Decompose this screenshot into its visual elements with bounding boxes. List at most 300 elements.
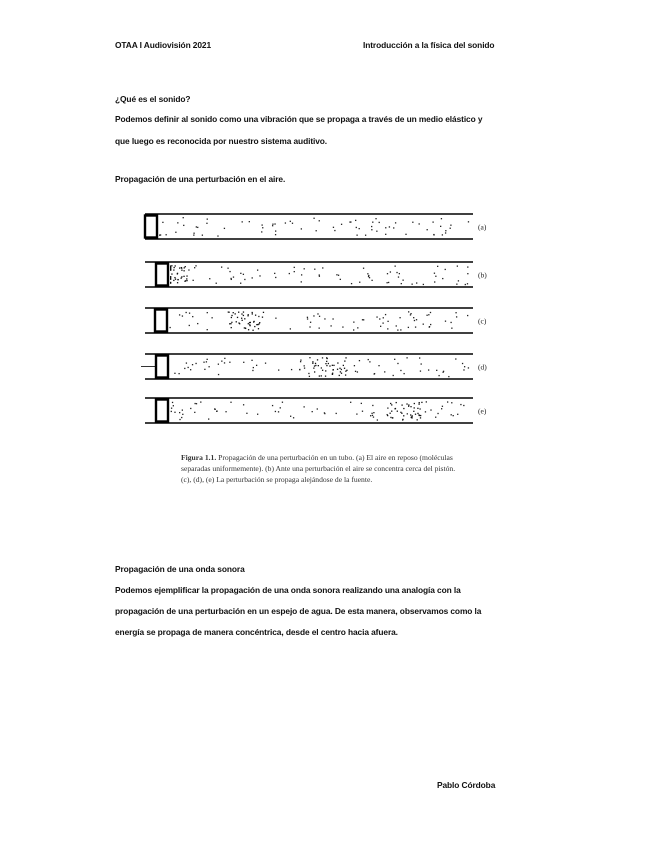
tube-propagation-figure	[125, 205, 495, 430]
compressed-molecule	[175, 279, 176, 280]
air-molecule	[350, 402, 351, 403]
air-molecule	[372, 405, 373, 406]
air-molecule	[467, 266, 468, 267]
air-molecule	[463, 405, 464, 406]
air-molecule	[171, 408, 172, 409]
compressed-molecule	[328, 363, 329, 364]
air-molecule	[433, 234, 434, 235]
air-molecule	[275, 234, 276, 235]
tube-label: (b)	[478, 270, 487, 280]
air-molecule	[330, 325, 331, 326]
air-molecule	[172, 402, 173, 403]
air-molecule	[430, 409, 431, 410]
compressed-molecule	[333, 369, 334, 370]
air-molecule	[402, 280, 403, 281]
air-molecule	[405, 234, 406, 235]
air-molecule	[262, 227, 263, 228]
air-molecule	[407, 413, 408, 414]
compressed-molecule	[341, 373, 342, 374]
air-molecule	[300, 359, 301, 360]
air-molecule	[166, 234, 167, 235]
compressed-molecule	[236, 321, 237, 322]
air-molecule	[216, 283, 217, 284]
compressed-molecule	[170, 265, 171, 266]
air-molecule	[304, 367, 305, 368]
air-molecule	[275, 230, 276, 231]
air-molecule	[368, 359, 369, 360]
air-molecule	[399, 273, 400, 274]
air-molecule	[182, 409, 183, 410]
air-molecule	[215, 409, 216, 410]
compressed-molecule	[255, 315, 256, 316]
compressed-molecule	[318, 365, 319, 366]
air-molecule	[385, 227, 386, 228]
air-molecule	[363, 319, 364, 320]
air-molecule	[196, 403, 197, 404]
air-molecule	[441, 218, 442, 219]
air-molecule	[359, 282, 360, 283]
air-molecule	[419, 223, 420, 224]
air-molecule	[272, 405, 273, 406]
air-molecule	[183, 217, 184, 218]
air-molecule	[370, 415, 371, 416]
air-molecule	[175, 232, 176, 233]
air-molecule	[208, 418, 209, 419]
compressed-molecule	[181, 278, 182, 279]
air-molecule	[426, 401, 427, 402]
air-molecule	[195, 265, 196, 266]
air-molecule	[423, 284, 424, 285]
air-molecule	[231, 322, 232, 323]
air-molecule	[363, 268, 364, 269]
compressed-molecule	[319, 375, 320, 376]
compressed-molecule	[411, 416, 412, 417]
air-molecule	[171, 265, 172, 266]
air-molecule	[448, 376, 449, 377]
compressed-molecule	[241, 318, 242, 319]
air-molecule	[437, 266, 438, 267]
air-molecule	[442, 278, 443, 279]
air-molecule	[173, 405, 174, 406]
compressed-molecule	[262, 317, 263, 318]
air-molecule	[385, 234, 386, 235]
compressed-molecule	[339, 368, 340, 369]
compressed-molecule	[252, 312, 253, 313]
air-molecule	[309, 326, 310, 327]
compressed-molecule	[417, 419, 418, 420]
air-molecule	[313, 315, 314, 316]
air-molecule	[398, 276, 399, 277]
air-molecule	[387, 328, 388, 329]
compressed-molecule	[235, 313, 236, 314]
compressed-molecule	[181, 270, 182, 271]
compressed-molecule	[174, 277, 175, 278]
air-molecule	[207, 312, 208, 313]
air-molecule	[445, 232, 446, 233]
air-molecule	[354, 365, 355, 366]
air-molecule	[376, 231, 377, 232]
air-molecule	[362, 411, 363, 412]
air-molecule	[314, 269, 315, 270]
air-molecule	[451, 328, 452, 329]
piston	[156, 264, 168, 286]
air-molecule	[304, 365, 305, 366]
air-molecule	[451, 414, 452, 415]
air-molecule	[316, 230, 317, 231]
air-molecule	[192, 364, 193, 365]
air-molecule	[294, 271, 295, 272]
air-molecule	[369, 277, 370, 278]
air-molecule	[419, 408, 420, 409]
air-molecule	[293, 417, 294, 418]
air-molecule	[464, 366, 465, 367]
compressed-molecule	[413, 411, 414, 412]
air-molecule	[389, 226, 390, 227]
air-molecule	[321, 367, 322, 368]
compressed-molecule	[414, 403, 415, 404]
air-molecule	[419, 357, 420, 358]
air-molecule	[228, 311, 229, 312]
compressed-molecule	[186, 278, 187, 279]
air-molecule	[451, 402, 452, 403]
compressed-molecule	[233, 312, 234, 313]
air-molecule	[317, 408, 318, 409]
compressed-molecule	[170, 276, 171, 277]
air-molecule	[455, 312, 456, 313]
compressed-molecule	[230, 323, 231, 324]
compressed-molecule	[396, 402, 397, 403]
compressed-molecule	[332, 373, 333, 374]
air-molecule	[365, 235, 366, 236]
compressed-molecule	[245, 327, 246, 328]
compressed-molecule	[184, 281, 185, 282]
air-molecule	[411, 284, 412, 285]
air-molecule	[307, 317, 308, 318]
compressed-molecule	[170, 282, 171, 283]
piston	[145, 216, 157, 238]
air-molecule	[193, 280, 194, 281]
compressed-molecule	[238, 312, 239, 313]
air-molecule	[189, 313, 190, 314]
caption-text: Propagación de una perturbación en un tubo. (a) El aire en reposo (moléculas separadas uniformemente). (b) Ante una perturbación el aire se concentra cerca del pistón. (c), (d), (e) La perturbación se propaga alejándose de la fuente.	[181, 453, 456, 484]
air-molecule	[437, 413, 438, 414]
compressed-molecule	[231, 315, 232, 316]
compressed-molecule	[332, 365, 333, 366]
air-molecule	[178, 373, 179, 374]
section-heading-sound: ¿Qué es el sonido?	[115, 94, 191, 104]
air-molecule	[410, 314, 411, 315]
air-molecule	[160, 234, 161, 235]
air-molecule	[322, 357, 323, 358]
air-molecule	[252, 277, 253, 278]
compressed-molecule	[340, 371, 341, 372]
air-molecule	[379, 222, 380, 223]
air-molecule	[207, 329, 208, 330]
compressed-molecule	[258, 328, 259, 329]
air-molecule	[275, 318, 276, 319]
air-molecule	[368, 276, 369, 277]
piston	[155, 310, 167, 332]
air-molecule	[436, 370, 437, 371]
compressed-molecule	[231, 317, 232, 318]
air-molecule	[319, 327, 320, 328]
air-molecule	[396, 325, 397, 326]
paragraph-line: propagación de una perturbación en un espejo de agua. De esta manera, observamos como la	[115, 606, 482, 616]
air-molecule	[195, 363, 196, 364]
paragraph-line: energía se propaga de manera concéntrica, desde el centro hacia afuera.	[115, 627, 398, 637]
air-molecule	[197, 227, 198, 228]
air-molecule	[261, 224, 262, 225]
compressed-molecule	[418, 404, 419, 405]
air-molecule	[371, 413, 372, 414]
air-molecule	[338, 275, 339, 276]
compressed-molecule	[401, 413, 402, 414]
air-molecule	[340, 279, 341, 280]
air-molecule	[416, 282, 417, 283]
air-molecule	[278, 369, 279, 370]
air-molecule	[467, 273, 468, 274]
compressed-molecule	[312, 363, 313, 364]
air-molecule	[450, 322, 451, 323]
air-molecule	[350, 221, 351, 222]
tube-label: (e)	[478, 406, 487, 416]
air-molecule	[229, 362, 230, 363]
air-molecule	[438, 375, 439, 376]
compressed-molecule	[317, 359, 318, 360]
air-molecule	[336, 413, 337, 414]
compressed-molecule	[326, 365, 327, 366]
air-molecule	[387, 321, 388, 322]
compressed-molecule	[325, 363, 326, 364]
compressed-molecule	[410, 414, 411, 415]
air-molecule	[467, 315, 468, 316]
compressed-molecule	[391, 411, 392, 412]
compressed-molecule	[403, 415, 404, 416]
air-molecule	[443, 371, 444, 372]
compressed-molecule	[325, 375, 326, 376]
air-molecule	[181, 417, 182, 418]
compressed-molecule	[321, 375, 322, 376]
air-molecule	[188, 269, 189, 270]
air-molecule	[351, 283, 352, 284]
air-molecule	[357, 327, 358, 328]
air-molecule	[373, 416, 374, 417]
compressed-molecule	[242, 320, 243, 321]
air-molecule	[332, 318, 333, 319]
air-molecule	[401, 283, 402, 284]
compressed-molecule	[237, 317, 238, 318]
tube-label: (d)	[478, 362, 487, 372]
paragraph-line: que luego es reconocida por nuestro sistema auditivo.	[115, 136, 328, 146]
air-molecule	[412, 222, 413, 223]
compressed-molecule	[256, 324, 257, 325]
air-molecule	[253, 367, 254, 368]
air-molecule	[299, 369, 300, 370]
compressed-molecule	[186, 280, 187, 281]
compressed-molecule	[184, 267, 185, 268]
air-molecule	[393, 227, 394, 228]
compressed-molecule	[257, 324, 258, 325]
figure-caption	[181, 452, 461, 485]
air-molecule	[380, 326, 381, 327]
air-molecule	[375, 218, 376, 219]
air-molecule	[187, 367, 188, 368]
air-molecule	[282, 402, 283, 403]
air-molecule	[290, 221, 291, 222]
air-molecule	[243, 274, 244, 275]
air-molecule	[388, 282, 389, 283]
air-molecule	[453, 415, 454, 416]
air-molecule	[193, 233, 194, 234]
compressed-molecule	[247, 315, 248, 316]
compressed-molecule	[174, 267, 175, 268]
paragraph-line: Podemos definir al sonido como una vibración que se propaga a través de un medio elástico y	[115, 114, 483, 124]
air-molecule	[421, 363, 422, 364]
tube-label: (a)	[478, 222, 487, 232]
compressed-molecule	[170, 267, 171, 268]
air-molecule	[319, 316, 320, 317]
compressed-molecule	[389, 413, 390, 414]
air-molecule	[355, 371, 356, 372]
air-molecule	[209, 278, 210, 279]
air-molecule	[289, 273, 290, 274]
air-molecule	[230, 278, 231, 279]
compressed-molecule	[417, 408, 418, 409]
compressed-molecule	[420, 415, 421, 416]
compressed-molecule	[259, 322, 260, 323]
air-molecule	[265, 363, 266, 364]
paragraph-line: Podemos ejemplificar la propagación de una onda sonora realizando una analogía con la	[115, 585, 461, 595]
air-molecule	[204, 369, 205, 370]
compressed-molecule	[253, 321, 254, 322]
air-molecule	[308, 373, 309, 374]
air-molecule	[301, 281, 302, 282]
compressed-molecule	[186, 275, 187, 276]
air-molecule	[442, 406, 443, 407]
air-molecule	[447, 401, 448, 402]
air-molecule	[399, 317, 400, 318]
compressed-molecule	[397, 411, 398, 412]
air-molecule	[203, 362, 204, 363]
air-molecule	[317, 313, 318, 314]
caption-label: Figura 1.1.	[181, 453, 217, 462]
air-molecule	[415, 326, 416, 327]
air-molecule	[185, 312, 186, 313]
air-molecule	[378, 365, 379, 366]
air-molecule	[224, 228, 225, 229]
compressed-molecule	[417, 413, 418, 414]
air-molecule	[342, 326, 343, 327]
air-molecule	[356, 227, 357, 228]
air-molecule	[458, 280, 459, 281]
air-molecule	[441, 408, 442, 409]
air-molecule	[227, 268, 228, 269]
compressed-molecule	[390, 403, 391, 404]
section-heading-wave: Propagación de una onda sonora	[115, 564, 245, 574]
compressed-molecule	[241, 313, 242, 314]
compressed-molecule	[333, 365, 334, 366]
compressed-molecule	[173, 269, 174, 270]
air-molecule	[182, 414, 183, 415]
air-molecule	[202, 235, 203, 236]
air-molecule	[280, 407, 281, 408]
compressed-molecule	[252, 330, 253, 331]
air-molecule	[313, 218, 314, 219]
air-molecule	[259, 275, 260, 276]
compressed-molecule	[343, 365, 344, 366]
air-molecule	[440, 226, 441, 227]
air-molecule	[300, 361, 301, 362]
air-molecule	[275, 277, 276, 278]
air-molecule	[307, 318, 308, 319]
air-molecule	[206, 223, 207, 224]
air-molecule	[275, 411, 276, 412]
compressed-molecule	[346, 370, 347, 371]
compressed-molecule	[329, 365, 330, 366]
air-molecule	[217, 235, 218, 236]
air-molecule	[174, 373, 175, 374]
air-molecule	[184, 368, 185, 369]
air-molecule	[445, 230, 446, 231]
compressed-molecule	[173, 280, 174, 281]
section-heading-perturbation: Propagación de una perturbación en el aire.	[115, 174, 286, 184]
air-molecule	[429, 326, 430, 327]
air-molecule	[373, 412, 374, 413]
air-molecule	[428, 369, 429, 370]
air-molecule	[290, 416, 291, 417]
air-molecule	[426, 315, 427, 316]
air-molecule	[197, 323, 198, 324]
air-molecule	[183, 225, 184, 226]
compressed-molecule	[420, 417, 421, 418]
compressed-molecule	[327, 358, 328, 359]
piston	[156, 400, 168, 422]
compressed-molecule	[177, 282, 178, 283]
air-molecule	[240, 283, 241, 284]
air-molecule	[379, 318, 380, 319]
air-molecule	[387, 407, 388, 408]
air-molecule	[467, 283, 468, 284]
compressed-molecule	[254, 326, 255, 327]
air-molecule	[194, 403, 195, 404]
compressed-molecule	[177, 279, 178, 280]
air-molecule	[403, 373, 404, 374]
air-molecule	[322, 267, 323, 268]
air-molecule	[341, 224, 342, 225]
compressed-molecule	[418, 414, 419, 415]
air-molecule	[359, 228, 360, 229]
air-molecule	[229, 271, 230, 272]
air-molecule	[457, 414, 458, 415]
air-molecule	[174, 412, 175, 413]
air-molecule	[385, 314, 386, 315]
air-molecule	[353, 321, 354, 322]
air-molecule	[432, 221, 433, 222]
air-molecule	[384, 371, 385, 372]
compressed-molecule	[244, 318, 245, 319]
air-molecule	[272, 224, 273, 225]
compressed-molecule	[414, 407, 415, 408]
air-molecule	[413, 317, 414, 318]
compressed-molecule	[263, 312, 264, 313]
air-molecule	[397, 329, 398, 330]
air-molecule	[233, 276, 234, 277]
air-molecule	[278, 411, 279, 412]
compressed-molecule	[403, 408, 404, 409]
air-molecule	[428, 314, 429, 315]
compressed-molecule	[421, 402, 422, 403]
air-molecule	[390, 271, 391, 272]
